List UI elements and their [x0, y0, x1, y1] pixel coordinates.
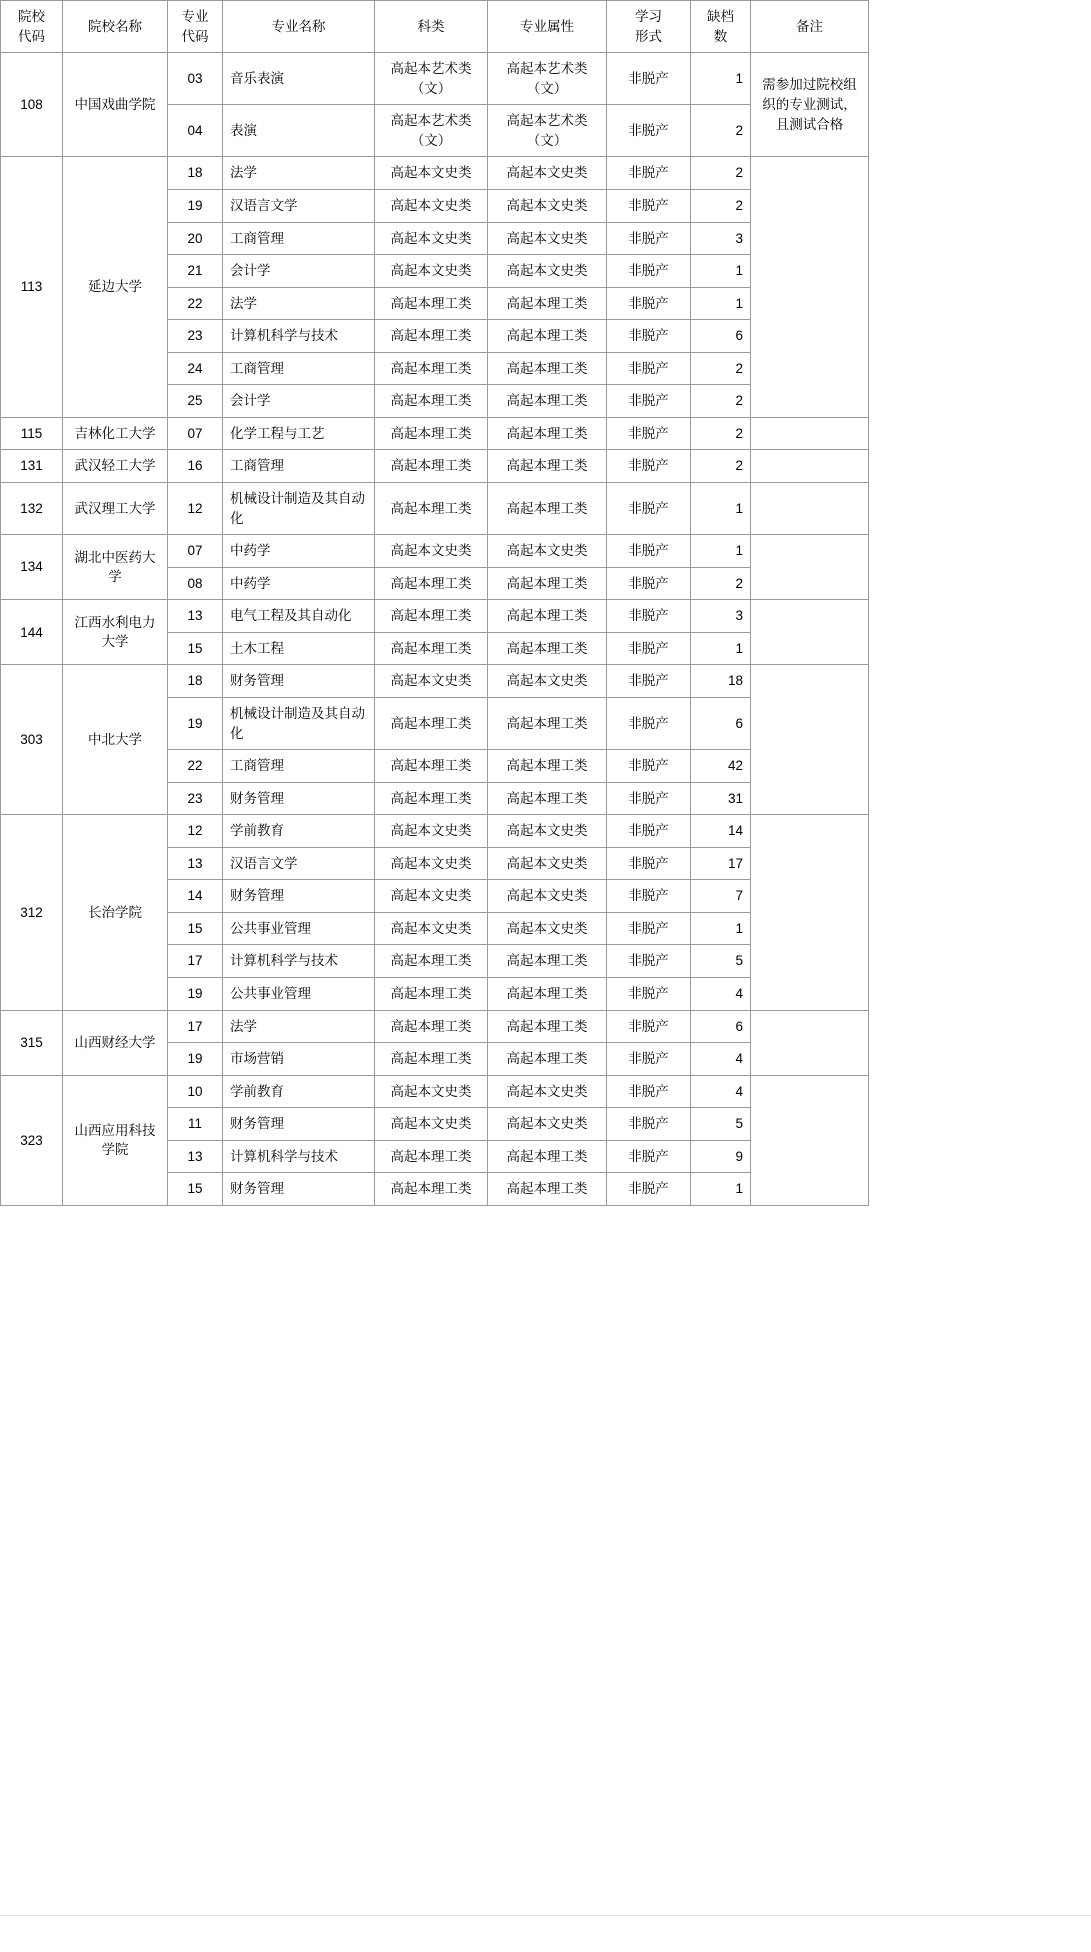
study-mode-cell: 非脱产 [607, 1075, 691, 1108]
subject-cell: 高起本理工类 [375, 697, 488, 749]
shortfall-cell: 7 [691, 880, 751, 913]
major-name-cell: 表演 [223, 105, 375, 157]
major-name-cell: 音乐表演 [223, 53, 375, 105]
major-name-cell: 中药学 [223, 567, 375, 600]
subject-cell: 高起本理工类 [375, 352, 488, 385]
school-code-cell: 144 [1, 600, 63, 665]
school-name-cell: 武汉轻工大学 [63, 450, 168, 483]
major-code-cell: 17 [168, 945, 223, 978]
school-code-cell: 315 [1, 1010, 63, 1075]
remark-cell [751, 157, 869, 418]
school-code-cell: 323 [1, 1075, 63, 1205]
study-mode-cell: 非脱产 [607, 53, 691, 105]
attribute-cell: 高起本文史类 [488, 912, 607, 945]
major-code-cell: 11 [168, 1108, 223, 1141]
study-mode-cell: 非脱产 [607, 815, 691, 848]
table-header [1, 1, 869, 53]
school-name-cell: 山西财经大学 [63, 1010, 168, 1075]
major-code-cell: 03 [168, 53, 223, 105]
subject-cell: 高起本理工类 [375, 287, 488, 320]
attribute-cell: 高起本文史类 [488, 665, 607, 698]
school-name-cell: 山西应用科技学院 [63, 1075, 168, 1205]
major-name-cell: 工商管理 [223, 222, 375, 255]
subject-cell: 高起本文史类 [375, 189, 488, 222]
shortfall-cell: 3 [691, 222, 751, 255]
shortfall-cell: 3 [691, 600, 751, 633]
shortfall-cell: 2 [691, 157, 751, 190]
table-row [1, 450, 869, 483]
attribute-cell: 高起本理工类 [488, 320, 607, 353]
school-name-cell: 江西水利电力大学 [63, 600, 168, 665]
study-mode-cell: 非脱产 [607, 483, 691, 535]
study-mode-cell: 非脱产 [607, 880, 691, 913]
header-line-2: 代码 [181, 28, 209, 44]
shortfall-cell: 42 [691, 750, 751, 783]
subject-cell: 高起本理工类 [375, 483, 488, 535]
remark-cell [751, 483, 869, 535]
subject-cell: 高起本艺术类（文） [375, 105, 488, 157]
major-name-cell: 公共事业管理 [223, 912, 375, 945]
shortfall-cell: 1 [691, 287, 751, 320]
major-code-cell: 08 [168, 567, 223, 600]
attribute-cell: 高起本理工类 [488, 1010, 607, 1043]
major-name-cell: 计算机科学与技术 [223, 1140, 375, 1173]
table-body [1, 53, 869, 1206]
subject-cell: 高起本理工类 [375, 1043, 488, 1076]
study-mode-cell: 非脱产 [607, 1043, 691, 1076]
table-row [1, 1010, 869, 1043]
table-row [1, 600, 869, 633]
table-row [1, 53, 869, 105]
shortfall-cell: 1 [691, 53, 751, 105]
shortfall-cell: 1 [691, 632, 751, 665]
school-code-cell: 132 [1, 483, 63, 535]
remark-cell [751, 535, 869, 600]
school-name-cell: 中北大学 [63, 665, 168, 815]
subject-cell: 高起本理工类 [375, 1173, 488, 1206]
major-code-cell: 13 [168, 600, 223, 633]
attribute-cell: 高起本理工类 [488, 450, 607, 483]
subject-cell: 高起本文史类 [375, 847, 488, 880]
major-code-cell: 21 [168, 255, 223, 288]
major-code-cell: 23 [168, 782, 223, 815]
subject-cell: 高起本理工类 [375, 450, 488, 483]
major-name-cell: 财务管理 [223, 1108, 375, 1141]
remark-cell [751, 1075, 869, 1205]
major-name-cell: 法学 [223, 157, 375, 190]
major-code-cell: 12 [168, 483, 223, 535]
shortfall-cell: 1 [691, 1173, 751, 1206]
major-code-cell: 18 [168, 157, 223, 190]
subject-cell: 高起本文史类 [375, 535, 488, 568]
subject-cell: 高起本理工类 [375, 978, 488, 1011]
attribute-cell: 高起本文史类 [488, 157, 607, 190]
subject-cell: 高起本艺术类（文） [375, 53, 488, 105]
subject-cell: 高起本理工类 [375, 417, 488, 450]
shortfall-cell: 18 [691, 665, 751, 698]
header-line-2: 形式 [635, 28, 662, 44]
table-header-row [1, 1, 869, 53]
subject-cell: 高起本文史类 [375, 880, 488, 913]
school-code-cell: 113 [1, 157, 63, 418]
header-line-2: 代码 [18, 28, 45, 44]
study-mode-cell: 非脱产 [607, 978, 691, 1011]
major-code-cell: 25 [168, 385, 223, 418]
shortfall-cell: 2 [691, 189, 751, 222]
attribute-cell: 高起本理工类 [488, 782, 607, 815]
major-name-cell: 汉语言文学 [223, 847, 375, 880]
school-code-cell: 303 [1, 665, 63, 815]
attribute-cell: 高起本理工类 [488, 417, 607, 450]
attribute-cell: 高起本艺术类（文） [488, 53, 607, 105]
header-line-1: 缺档 [707, 9, 734, 24]
attribute-cell: 高起本理工类 [488, 978, 607, 1011]
major-name-cell: 工商管理 [223, 352, 375, 385]
footer-divider [0, 1915, 1091, 1916]
attribute-cell: 高起本理工类 [488, 750, 607, 783]
table-row [1, 815, 869, 848]
attribute-cell: 高起本理工类 [488, 600, 607, 633]
school-code-cell: 115 [1, 417, 63, 450]
study-mode-cell: 非脱产 [607, 632, 691, 665]
shortfall-cell: 2 [691, 352, 751, 385]
table-row [1, 483, 869, 535]
attribute-cell: 高起本文史类 [488, 189, 607, 222]
subject-cell: 高起本理工类 [375, 782, 488, 815]
school-name-cell: 武汉理工大学 [63, 483, 168, 535]
study-mode-cell: 非脱产 [607, 945, 691, 978]
major-code-cell: 13 [168, 1140, 223, 1173]
page-bottom-strip [0, 1917, 1091, 1952]
attribute-cell: 高起本理工类 [488, 632, 607, 665]
subject-cell: 高起本理工类 [375, 1010, 488, 1043]
major-name-cell: 电气工程及其自动化 [223, 600, 375, 633]
shortfall-cell: 1 [691, 483, 751, 535]
major-code-cell: 15 [168, 632, 223, 665]
school-name-cell: 延边大学 [63, 157, 168, 418]
major-code-cell: 20 [168, 222, 223, 255]
remark-cell [751, 1010, 869, 1075]
major-code-cell: 04 [168, 105, 223, 157]
major-name-cell: 土木工程 [223, 632, 375, 665]
school-name-cell: 中国戏曲学院 [63, 53, 168, 157]
major-code-cell: 12 [168, 815, 223, 848]
header-line-1: 学习 [635, 9, 662, 24]
subject-cell: 高起本文史类 [375, 665, 488, 698]
major-name-cell: 汉语言文学 [223, 189, 375, 222]
study-mode-cell: 非脱产 [607, 189, 691, 222]
study-mode-cell: 非脱产 [607, 320, 691, 353]
major-name-cell: 学前教育 [223, 815, 375, 848]
study-mode-cell: 非脱产 [607, 450, 691, 483]
remark-cell [751, 815, 869, 1010]
attribute-cell: 高起本理工类 [488, 483, 607, 535]
attribute-cell: 高起本文史类 [488, 535, 607, 568]
attribute-cell: 高起本文史类 [488, 255, 607, 288]
major-code-cell: 19 [168, 697, 223, 749]
study-mode-cell: 非脱产 [607, 1108, 691, 1141]
shortfall-cell: 2 [691, 567, 751, 600]
major-name-cell: 学前教育 [223, 1075, 375, 1108]
major-name-cell: 市场营销 [223, 1043, 375, 1076]
subject-cell: 高起本理工类 [375, 567, 488, 600]
column-header-subject: 科类 [375, 1, 488, 53]
subject-cell: 高起本文史类 [375, 255, 488, 288]
column-header-school-name: 院校名称 [63, 1, 168, 53]
attribute-cell: 高起本文史类 [488, 1108, 607, 1141]
header-line-2: 数 [713, 28, 728, 44]
subject-cell: 高起本理工类 [375, 385, 488, 418]
attribute-cell: 高起本理工类 [488, 1140, 607, 1173]
attribute-cell: 高起本理工类 [488, 945, 607, 978]
attribute-cell: 高起本理工类 [488, 697, 607, 749]
subject-cell: 高起本理工类 [375, 320, 488, 353]
table-row [1, 535, 869, 568]
major-name-cell: 机械设计制造及其自动化 [223, 697, 375, 749]
study-mode-cell: 非脱产 [607, 600, 691, 633]
header-line-1: 专业 [181, 9, 209, 24]
study-mode-cell: 非脱产 [607, 255, 691, 288]
school-name-cell: 长治学院 [63, 815, 168, 1010]
shortfall-cell: 17 [691, 847, 751, 880]
major-code-cell: 19 [168, 978, 223, 1011]
table-row [1, 157, 869, 190]
major-code-cell: 19 [168, 1043, 223, 1076]
table-row [1, 665, 869, 698]
school-code-cell: 134 [1, 535, 63, 600]
major-code-cell: 24 [168, 352, 223, 385]
remark-cell [751, 600, 869, 665]
attribute-cell: 高起本艺术类（文） [488, 105, 607, 157]
table-row [1, 1075, 869, 1108]
major-name-cell: 财务管理 [223, 665, 375, 698]
shortfall-cell: 2 [691, 450, 751, 483]
major-code-cell: 16 [168, 450, 223, 483]
column-header-major-name: 专业名称 [223, 1, 375, 53]
major-code-cell: 18 [168, 665, 223, 698]
column-header-attribute: 专业属性 [488, 1, 607, 53]
study-mode-cell: 非脱产 [607, 417, 691, 450]
attribute-cell: 高起本文史类 [488, 222, 607, 255]
major-name-cell: 公共事业管理 [223, 978, 375, 1011]
major-name-cell: 计算机科学与技术 [223, 945, 375, 978]
remark-cell [751, 665, 869, 815]
major-name-cell: 财务管理 [223, 782, 375, 815]
major-code-cell: 15 [168, 1173, 223, 1206]
major-code-cell: 22 [168, 287, 223, 320]
major-code-cell: 19 [168, 189, 223, 222]
table-row [1, 417, 869, 450]
study-mode-cell: 非脱产 [607, 385, 691, 418]
subject-cell: 高起本文史类 [375, 222, 488, 255]
subject-cell: 高起本文史类 [375, 1075, 488, 1108]
subject-cell: 高起本文史类 [375, 815, 488, 848]
shortfall-cell: 1 [691, 912, 751, 945]
attribute-cell: 高起本理工类 [488, 567, 607, 600]
column-header-remark: 备注 [751, 1, 869, 53]
shortfall-table [0, 0, 869, 1206]
major-name-cell: 中药学 [223, 535, 375, 568]
subject-cell: 高起本理工类 [375, 632, 488, 665]
major-name-cell: 计算机科学与技术 [223, 320, 375, 353]
study-mode-cell: 非脱产 [607, 847, 691, 880]
shortfall-cell: 6 [691, 320, 751, 353]
major-name-cell: 财务管理 [223, 1173, 375, 1206]
shortfall-cell: 6 [691, 1010, 751, 1043]
major-code-cell: 07 [168, 417, 223, 450]
shortfall-cell: 5 [691, 945, 751, 978]
subject-cell: 高起本理工类 [375, 945, 488, 978]
study-mode-cell: 非脱产 [607, 697, 691, 749]
shortfall-cell: 1 [691, 255, 751, 288]
subject-cell: 高起本文史类 [375, 1108, 488, 1141]
subject-cell: 高起本理工类 [375, 1140, 488, 1173]
shortfall-cell: 14 [691, 815, 751, 848]
study-mode-cell: 非脱产 [607, 535, 691, 568]
shortfall-cell: 9 [691, 1140, 751, 1173]
study-mode-cell: 非脱产 [607, 105, 691, 157]
major-name-cell: 机械设计制造及其自动化 [223, 483, 375, 535]
major-name-cell: 化学工程与工艺 [223, 417, 375, 450]
major-code-cell: 14 [168, 880, 223, 913]
column-header-major-code [168, 1, 223, 53]
attribute-cell: 高起本文史类 [488, 1075, 607, 1108]
shortfall-cell: 2 [691, 385, 751, 418]
shortfall-cell: 4 [691, 1043, 751, 1076]
shortfall-cell: 6 [691, 697, 751, 749]
school-code-cell: 108 [1, 53, 63, 157]
shortfall-cell: 1 [691, 535, 751, 568]
column-header-school-code [1, 1, 63, 53]
shortfall-cell: 4 [691, 978, 751, 1011]
major-name-cell: 法学 [223, 287, 375, 320]
major-name-cell: 财务管理 [223, 880, 375, 913]
shortfall-cell: 5 [691, 1108, 751, 1141]
study-mode-cell: 非脱产 [607, 1173, 691, 1206]
study-mode-cell: 非脱产 [607, 1140, 691, 1173]
school-name-cell: 湖北中医药大学 [63, 535, 168, 600]
major-name-cell: 法学 [223, 1010, 375, 1043]
major-code-cell: 15 [168, 912, 223, 945]
major-name-cell: 工商管理 [223, 750, 375, 783]
shortfall-cell: 2 [691, 105, 751, 157]
subject-cell: 高起本理工类 [375, 750, 488, 783]
attribute-cell: 高起本理工类 [488, 1043, 607, 1076]
study-mode-cell: 非脱产 [607, 665, 691, 698]
column-header-study-mode [607, 1, 691, 53]
attribute-cell: 高起本文史类 [488, 880, 607, 913]
remark-cell [751, 417, 869, 450]
shortfall-cell: 4 [691, 1075, 751, 1108]
school-code-cell: 131 [1, 450, 63, 483]
header-line-1: 院校 [18, 9, 45, 24]
study-mode-cell: 非脱产 [607, 222, 691, 255]
attribute-cell: 高起本文史类 [488, 815, 607, 848]
study-mode-cell: 非脱产 [607, 567, 691, 600]
major-name-cell: 会计学 [223, 255, 375, 288]
major-code-cell: 22 [168, 750, 223, 783]
study-mode-cell: 非脱产 [607, 1010, 691, 1043]
subject-cell: 高起本文史类 [375, 912, 488, 945]
major-name-cell: 会计学 [223, 385, 375, 418]
attribute-cell: 高起本文史类 [488, 847, 607, 880]
study-mode-cell: 非脱产 [607, 750, 691, 783]
major-code-cell: 17 [168, 1010, 223, 1043]
attribute-cell: 高起本理工类 [488, 287, 607, 320]
subject-cell: 高起本文史类 [375, 157, 488, 190]
study-mode-cell: 非脱产 [607, 157, 691, 190]
remark-cell: 需参加过院校组织的专业测试，且测试合格 [751, 53, 869, 157]
major-code-cell: 10 [168, 1075, 223, 1108]
attribute-cell: 高起本理工类 [488, 352, 607, 385]
study-mode-cell: 非脱产 [607, 287, 691, 320]
shortfall-cell: 2 [691, 417, 751, 450]
shortfall-cell: 31 [691, 782, 751, 815]
major-name-cell: 工商管理 [223, 450, 375, 483]
remark-cell [751, 450, 869, 483]
school-code-cell: 312 [1, 815, 63, 1010]
attribute-cell: 高起本理工类 [488, 1173, 607, 1206]
study-mode-cell: 非脱产 [607, 352, 691, 385]
major-code-cell: 13 [168, 847, 223, 880]
subject-cell: 高起本理工类 [375, 600, 488, 633]
major-code-cell: 23 [168, 320, 223, 353]
major-code-cell: 07 [168, 535, 223, 568]
study-mode-cell: 非脱产 [607, 782, 691, 815]
column-header-shortfall [691, 1, 751, 53]
school-name-cell: 吉林化工大学 [63, 417, 168, 450]
study-mode-cell: 非脱产 [607, 912, 691, 945]
attribute-cell: 高起本理工类 [488, 385, 607, 418]
